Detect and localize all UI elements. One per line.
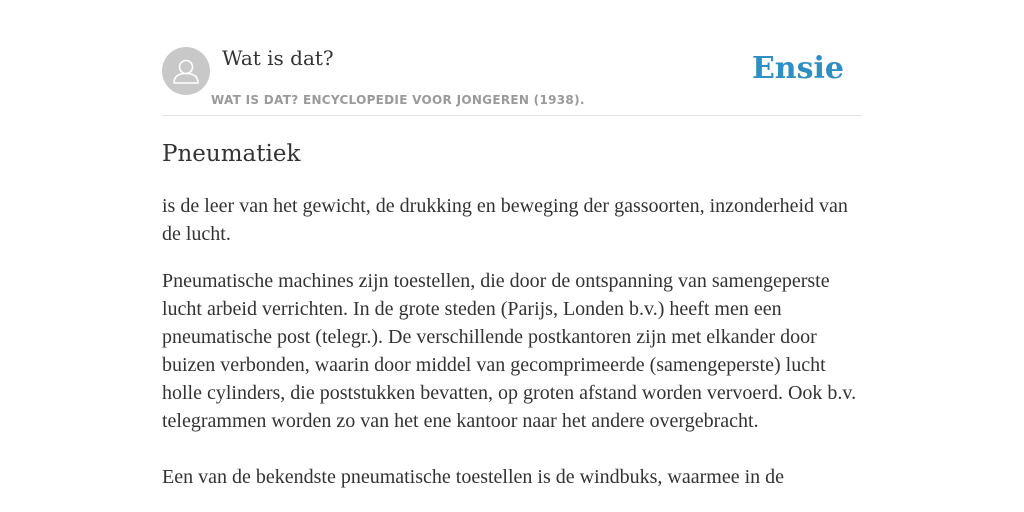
article-paragraph: is de leer van het gewicht, de drukking en beweging der gassoorten, inzonderheid van de lucht. (162, 195, 848, 245)
article-paragraph: Pneumatische machines zijn toestellen, die door de ontspanning van samengeperste lucht arbeid verrichten. In de grote steden (Parijs, Londen b.v.) heeft men een pneumatische post (telegr.). De verschillende postkantoren zijn met elkander door buizen verbonden, waarin door middel van gecomprimeerde (samengeperste) lucht holle cylinders, die poststukken bevatten, op groten afstand worden vervoerd. Ook b.v. telegrammen worden zo van het ene kantoor naar het andere overgebracht. (162, 270, 857, 432)
article-title: Pneumatiek (162, 141, 301, 167)
source-subtitle[interactable]: WAT IS DAT? ENCYCLOPEDIE VOOR JONGEREN (1938). (211, 93, 585, 107)
article-paragraph: Een van de bekendste pneumatische toestellen is de windbuks, waarmee in de (162, 466, 785, 488)
article-body (162, 192, 862, 510)
ensie-logo[interactable]: Ensie (751, 51, 844, 86)
avatar[interactable] (162, 47, 210, 95)
source-title[interactable]: Wat is dat? (222, 46, 334, 70)
user-placeholder-icon (162, 47, 210, 95)
page-container (162, 0, 862, 512)
source-header (162, 0, 862, 116)
